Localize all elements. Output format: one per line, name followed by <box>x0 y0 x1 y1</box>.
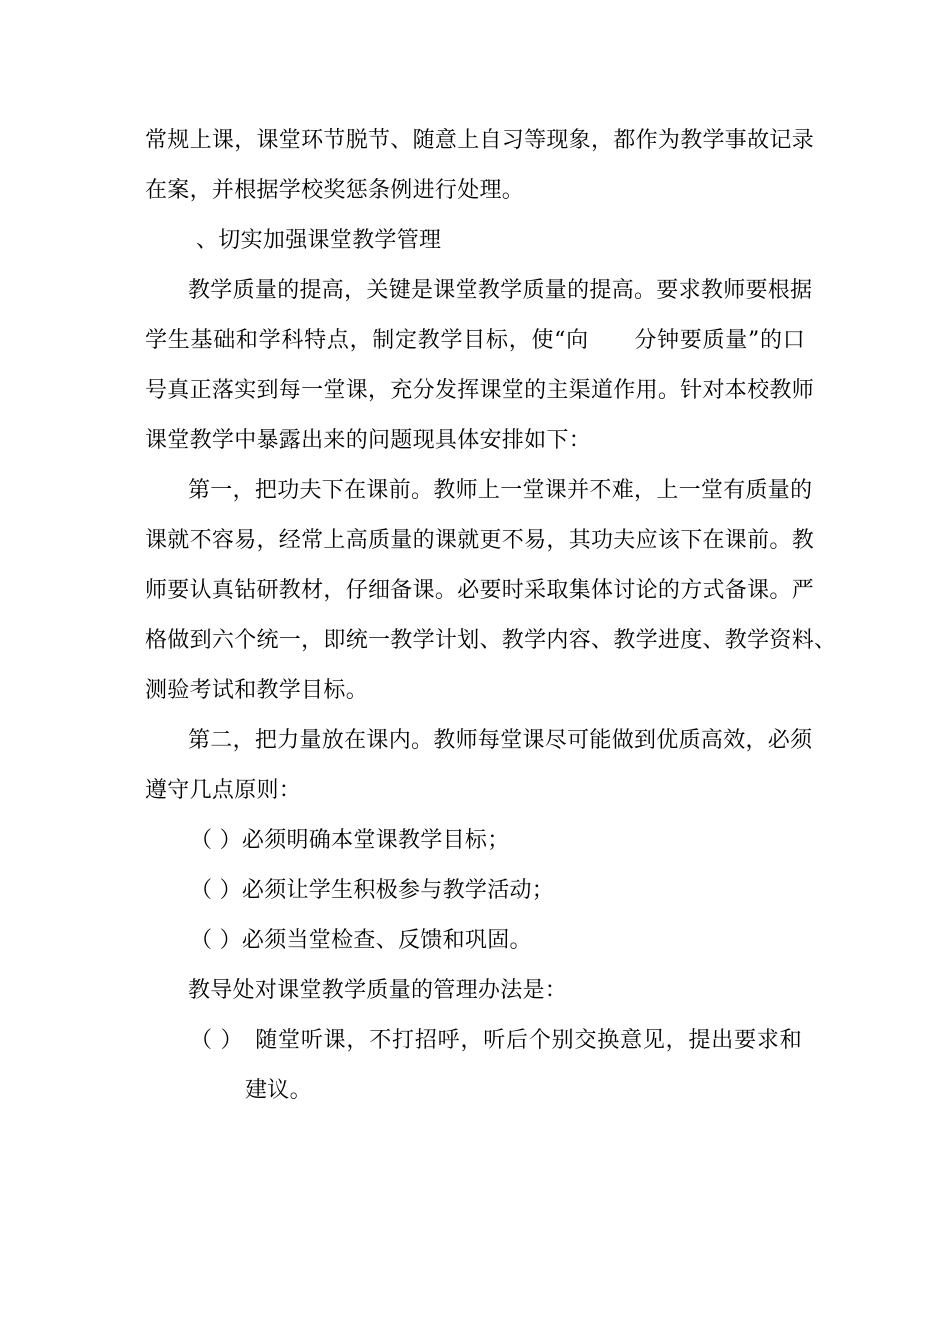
paragraph-line: 课堂教学中暴露出来的问题现具体安排如下： <box>145 428 592 453</box>
list-item-continuation: 建议。 <box>245 1078 312 1103</box>
paragraph-line: 师要认真钻研教材，仔细备课。必要时采取集体讨论的方式备课。严 <box>145 578 815 603</box>
paragraph-line: 遵守几点原则： <box>145 778 302 803</box>
paragraph-line: 课就不容易，经常上高质量的课就更不易，其功夫应该下在课前。教 <box>145 528 815 553</box>
list-item: （ ）必须明确本堂课教学目标； <box>190 828 510 853</box>
paragraph-line: 教导处对课堂教学质量的管理办法是： <box>188 978 568 1003</box>
list-item: （ ） 随堂听课，不打招呼，听后个别交换意见，提出要求和 <box>190 1028 802 1053</box>
paragraph-line: 测验考试和教学目标。 <box>145 678 369 703</box>
list-item: （ ）必须当堂检查、反馈和巩固。 <box>190 928 532 953</box>
list-item: （ ）必须让学生积极参与教学活动； <box>190 878 555 903</box>
paragraph-line: 常规上课，课堂环节脱节、随意上自习等现象，都作为教学事故记录 <box>145 128 815 153</box>
paragraph-line: 格做到六个统一，即统一教学计划、教学内容、教学进度、教学资料、 <box>145 628 837 653</box>
paragraph-line: 学生基础和学科特点，制定教学目标，使“向 分钟要质量”的口 <box>145 328 805 353</box>
paragraph-line: 第一，把功夫下在课前。教师上一堂课并不难，上一堂有质量的 <box>188 478 813 503</box>
paragraph-line: 第二，把力量放在课内。教师每堂课尽可能做到优质高效，必须 <box>188 728 813 753</box>
paragraph-line: 教学质量的提高，关键是课堂教学质量的提高。要求教师要根据 <box>188 278 813 303</box>
section-heading: 、切实加强课堂教学管理 <box>196 228 442 253</box>
paragraph-line: 在案，并根据学校奖惩条例进行处理。 <box>145 178 525 203</box>
paragraph-line: 号真正落实到每一堂课，充分发挥课堂的主渠道作用。针对本校教师 <box>145 378 815 403</box>
